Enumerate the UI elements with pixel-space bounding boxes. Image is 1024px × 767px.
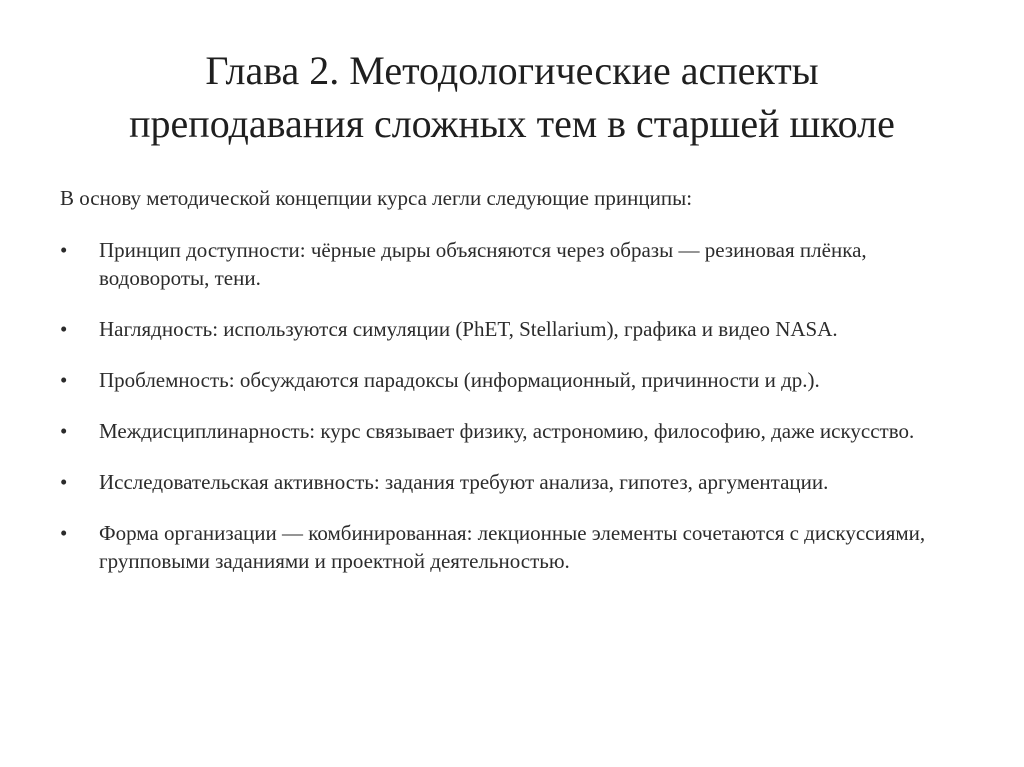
bullet-icon: • bbox=[60, 419, 68, 443]
list-item-text: Форма организации — комбинированная: лекционные элементы сочетаются с дискуссиями, групповыми заданиями и проектной деятельностью. bbox=[99, 521, 926, 573]
slide-title-line-1: Глава 2. Методологические аспекты bbox=[205, 48, 819, 93]
list-item-text: Проблемность: обсуждаются парадоксы (информационный, причинности и др.). bbox=[99, 368, 820, 392]
slide-title-line-2: преподавания сложных тем в старшей школе bbox=[129, 101, 895, 146]
list-item-text: Принцип доступности: чёрные дыры объясняются через образы — резиновая плёнка, водовороты, тени. bbox=[99, 238, 867, 290]
list-item-text: Исследовательская активность: задания требуют анализа, гипотез, аргументации. bbox=[99, 470, 829, 494]
principles-list bbox=[60, 236, 980, 598]
bullet-icon: • bbox=[60, 238, 68, 262]
list-item bbox=[60, 315, 980, 343]
list-item bbox=[60, 468, 980, 496]
list-item bbox=[60, 366, 980, 394]
list-item bbox=[60, 519, 980, 575]
list-item bbox=[60, 417, 980, 445]
list-item bbox=[60, 236, 980, 292]
bullet-icon: • bbox=[60, 521, 68, 545]
bullet-icon: • bbox=[60, 470, 68, 494]
bullet-icon: • bbox=[60, 317, 68, 341]
slide-title bbox=[40, 44, 984, 150]
list-item-text: Междисциплинарность: курс связывает физику, астрономию, философию, даже искусство. bbox=[99, 419, 915, 443]
list-item-text: Наглядность: используются симуляции (PhET, Stellarium), графика и видео NASA. bbox=[99, 317, 838, 341]
bullet-icon: • bbox=[60, 368, 68, 392]
intro-text: В основу методической концепции курса легли следующие принципы: bbox=[60, 186, 693, 210]
